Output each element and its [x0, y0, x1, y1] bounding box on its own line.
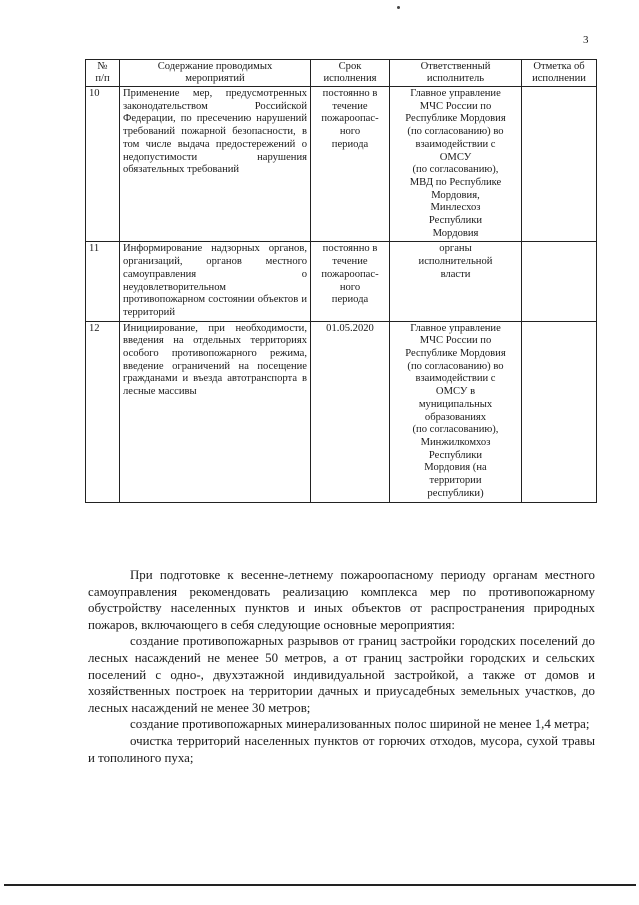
table-row [86, 321, 597, 502]
page-number: 3 [583, 34, 589, 46]
row-term: 01.05.2020 [311, 321, 390, 502]
header-responsible: Ответственный исполнитель [390, 60, 522, 87]
header-content: Содержание проводимых мероприятий [120, 60, 311, 87]
row-num: 12 [86, 321, 120, 502]
header-num: № п/п [86, 60, 120, 87]
table-row [86, 242, 597, 321]
row-responsible: Главное управление МЧС России по Республике Мордовия (по согласованию) во взаимодействии с ОМСУ (по согласованию), МВД по Республике Мордовия, Минлесхоз Республики Мордовия [390, 87, 522, 242]
row-content: Применение мер, предусмотренных законодательством Российской Федерации, по пресечению нарушений требований пожарной безопасности, в том числе выдача предостережений о недопустимости нарушения обязательных требований [120, 87, 311, 242]
measures-table [85, 59, 597, 503]
table-header-row [86, 60, 597, 87]
paragraph-intro: При подготовке к весенне-летнему пожароопасному периоду органам местного самоуправления рекомендовать реализацию комплекса мер по противопожарному обустройству населенных пунктов и иных объектов от распространения природных пожаров, включающего в себя следующие основные мероприятия: [88, 568, 595, 632]
row-content: Инициирование, при необходимости, введения на отдельных территориях особого противопожарного режима, введение ограничений на посещение гражданами и въезда автотранспорта в лесные массивы [120, 321, 311, 502]
header-term: Срок исполнения [311, 60, 390, 87]
row-mark [522, 87, 597, 242]
row-term: постоянно в течение пожароопас- ного периода [311, 87, 390, 242]
paragraph-firebreaks: создание противопожарных разрывов от границ застройки городских поселений до лесных насаждений не менее 50 метров, а от границ застройки городских и сельских поселений с одно-, двухэтажной индивидуальной застройкой, а также от домов и хозяйственных построек на территории дачных и приусадебных земельных участков, до лесных насаждений не менее 30 метров; [88, 634, 595, 715]
row-num: 10 [86, 87, 120, 242]
row-responsible: Главное управление МЧС России по Республике Мордовия (по согласованию) во взаимодействии с ОМСУ в муниципальных образованиях (по согласованию), Минжилкомхоз Республики Мордовия (на территории республики) [390, 321, 522, 502]
scan-mark [397, 6, 400, 9]
header-mark: Отметка об исполнении [522, 60, 597, 87]
row-mark [522, 321, 597, 502]
row-content: Информирование надзорных органов, организаций, органов местного самоуправления о неудовлетворительном противопожарном состоянии объектов и территорий [120, 242, 311, 321]
footer-rule [4, 884, 636, 886]
row-mark [522, 242, 597, 321]
row-term: постоянно в течение пожароопас- ного периода [311, 242, 390, 321]
paragraph-cleanup: очистка территорий населенных пунктов от горючих отходов, мусора, сухой травы и тополиного пуха; [88, 733, 595, 765]
paragraph-mineralized-strips: создание противопожарных минерализованных полос шириной не менее 1,4 метра; [130, 717, 590, 732]
row-responsible: органы исполнительной власти [390, 242, 522, 321]
table-row [86, 87, 597, 242]
row-num: 11 [86, 242, 120, 321]
body-text [88, 567, 595, 766]
